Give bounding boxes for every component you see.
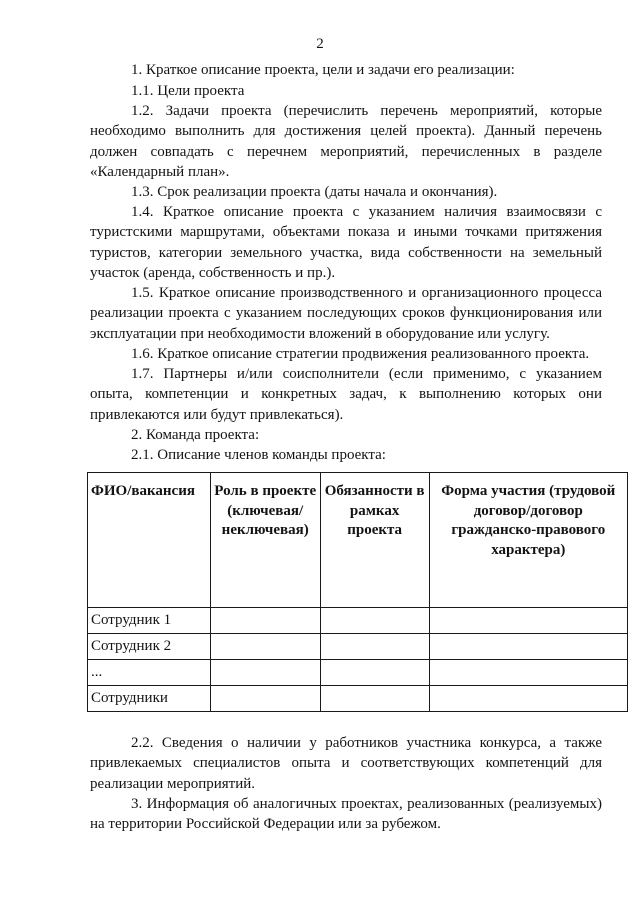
item-2-1: 2.1. Описание членов команды проекта: <box>131 447 386 463</box>
page-number: 2 <box>316 36 324 52</box>
cell-role <box>210 660 320 686</box>
cell-duties <box>320 660 429 686</box>
item-1-5: 1.5. Краткое описание производственного и организационного процесса реализации проекта с указанием последующих сроков функционирования или эксплуатации при необходимости вложений в оборудование или услугу. <box>90 285 602 342</box>
item-1-1: 1.1. Цели проекта <box>131 83 245 99</box>
item-1-4: 1.4. Краткое описание проекта с указанием наличия взаимосвязи с туристскими маршрутами, объектами показа и иными точками притяжения туристов, категории земельного участка, вида собственности на земельный участок (аренда, собственность и пр.). <box>90 204 602 282</box>
header-role: Роль в проекте (ключевая/ неключевая) <box>210 473 320 608</box>
cell-participation <box>429 660 627 686</box>
table-row <box>88 608 628 634</box>
cell-name: Сотрудник 1 <box>88 608 211 634</box>
table-row <box>88 660 628 686</box>
cell-participation <box>429 686 627 712</box>
item-1-7: 1.7. Партнеры и/или соисполнители (если применимо, с указанием опыта, компетенции и конкретных задач, к выполнению которых они привлекаются или будут привлекаться). <box>90 366 602 423</box>
header-duties: Обязанности в рамках проекта <box>320 473 429 608</box>
cell-name: Сотрудники <box>88 686 211 712</box>
section-1-heading: 1. Краткое описание проекта, цели и задачи его реализации: <box>131 62 515 78</box>
table-row <box>88 686 628 712</box>
cell-role <box>210 634 320 660</box>
item-1-6: 1.6. Краткое описание стратегии продвижения реализованного проекта. <box>131 346 590 362</box>
item-1-2: 1.2. Задачи проекта (перечислить перечень мероприятий, которые необходимо выполнить для достижения целей проекта). Данный перечень должен совпадать с перечнем мероприятий, перечисленных в разделе «Календарный план». <box>90 103 602 181</box>
cell-duties <box>320 634 429 660</box>
cell-name: ... <box>88 660 211 686</box>
cell-duties <box>320 686 429 712</box>
team-table <box>87 472 628 712</box>
section-3: 3. Информация об аналогичных проектах, реализованных (реализуемых) на территории Российской Федерации или за рубежом. <box>90 796 602 833</box>
cell-participation <box>429 608 627 634</box>
section-2-heading: 2. Команда проекта: <box>131 427 260 443</box>
table-row <box>88 634 628 660</box>
header-name-vacancy: ФИО/вакансия <box>88 473 211 608</box>
cell-name: Сотрудник 2 <box>88 634 211 660</box>
cell-participation <box>429 634 627 660</box>
cell-role <box>210 686 320 712</box>
item-2-2: 2.2. Сведения о наличии у работников участника конкурса, а также привлекаемых специалистов опыта и соответствующих компетенций для реализации мероприятий. <box>90 735 602 792</box>
cell-duties <box>320 608 429 634</box>
header-participation-form: Форма участия (трудовой договор/договор гражданско-правового характера) <box>429 473 627 608</box>
team-table-header-row <box>88 473 628 608</box>
cell-role <box>210 608 320 634</box>
item-1-3: 1.3. Срок реализации проекта (даты начала и окончания). <box>131 184 498 200</box>
